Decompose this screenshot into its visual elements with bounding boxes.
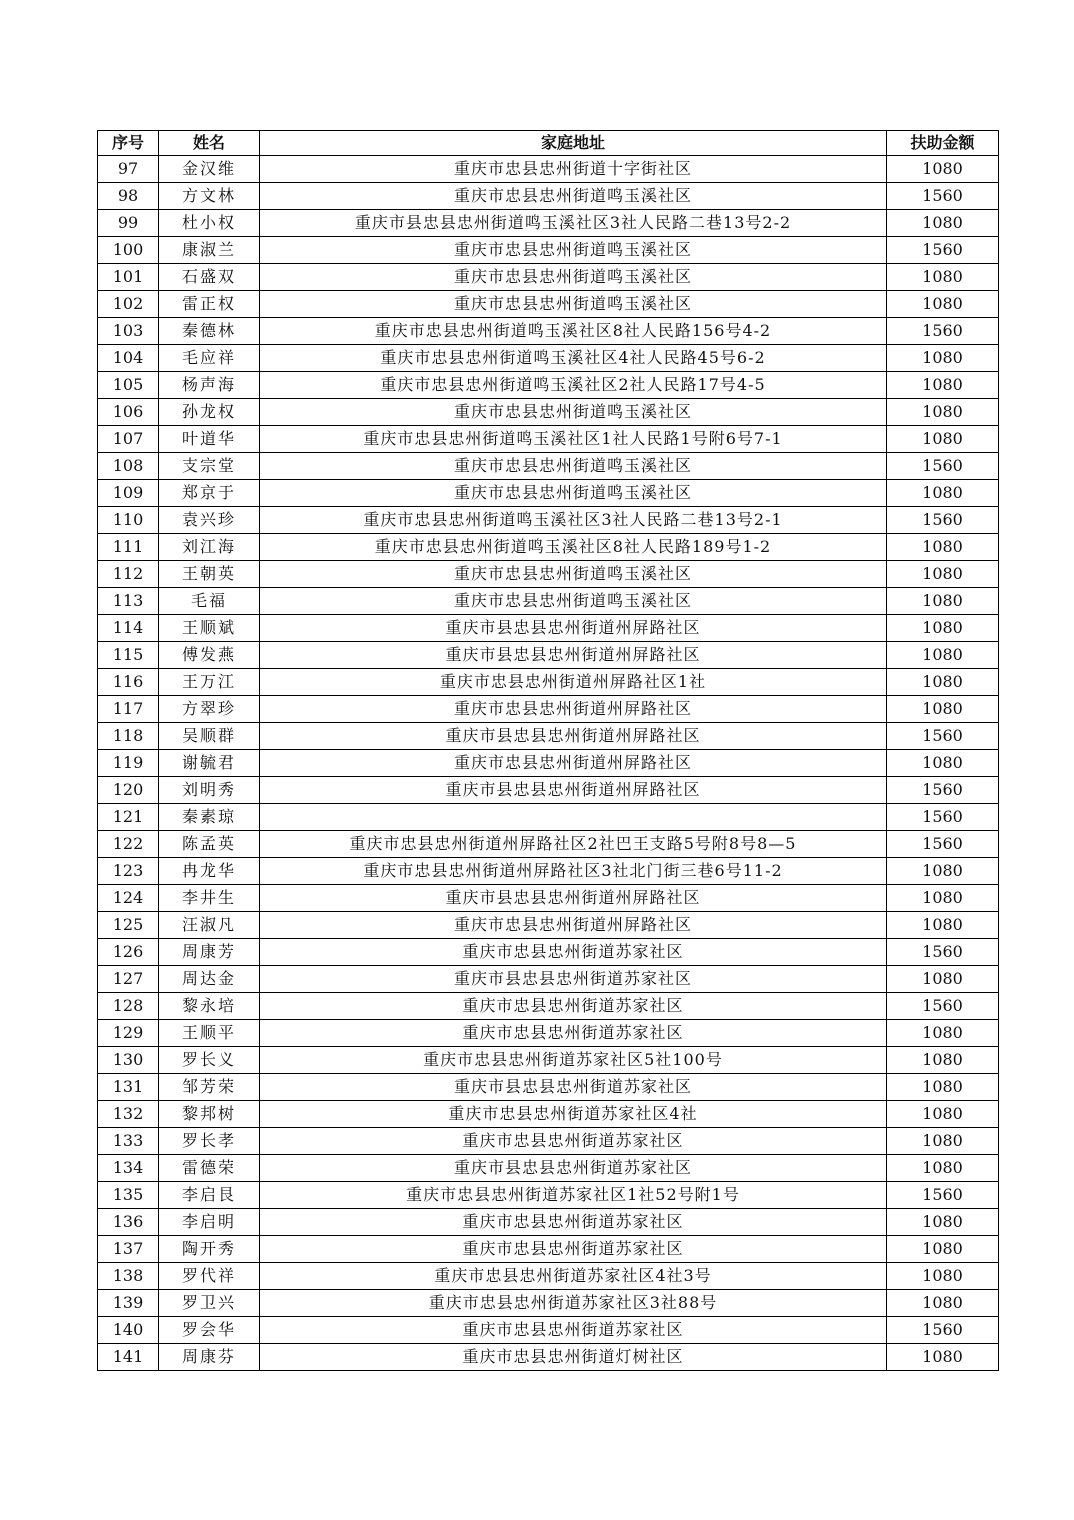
cell-name: 毛应祥 bbox=[159, 345, 260, 372]
cell-name: 雷正权 bbox=[159, 291, 260, 318]
cell-assistance-amount: 1080 bbox=[887, 912, 999, 939]
cell-assistance-amount: 1560 bbox=[887, 1182, 999, 1209]
cell-assistance-amount: 1560 bbox=[887, 804, 999, 831]
cell-home-address: 重庆市县忠县忠州街道苏家社区 bbox=[260, 1155, 887, 1182]
cell-name: 罗卫兴 bbox=[159, 1290, 260, 1317]
cell-home-address: 重庆市忠县忠州街道州屏路社区3社北门街三巷6号11-2 bbox=[260, 858, 887, 885]
table-row bbox=[98, 1182, 999, 1209]
table-row bbox=[98, 966, 999, 993]
cell-serial-number: 128 bbox=[98, 993, 159, 1020]
table-row bbox=[98, 912, 999, 939]
cell-serial-number: 132 bbox=[98, 1101, 159, 1128]
cell-assistance-amount: 1080 bbox=[887, 1209, 999, 1236]
cell-assistance-amount: 1080 bbox=[887, 1128, 999, 1155]
table-row bbox=[98, 264, 999, 291]
cell-home-address: 重庆市忠县忠州街道苏家社区3社88号 bbox=[260, 1290, 887, 1317]
table-body bbox=[98, 156, 999, 1371]
cell-serial-number: 101 bbox=[98, 264, 159, 291]
cell-name: 方翠珍 bbox=[159, 696, 260, 723]
cell-home-address: 重庆市忠县忠州街道鸣玉溪社区 bbox=[260, 561, 887, 588]
cell-assistance-amount: 1080 bbox=[887, 291, 999, 318]
cell-serial-number: 114 bbox=[98, 615, 159, 642]
cell-serial-number: 137 bbox=[98, 1236, 159, 1263]
cell-name: 孙龙权 bbox=[159, 399, 260, 426]
cell-home-address: 重庆市忠县忠州街道鸣玉溪社区3社人民路二巷13号2-1 bbox=[260, 507, 887, 534]
cell-serial-number: 127 bbox=[98, 966, 159, 993]
cell-serial-number: 116 bbox=[98, 669, 159, 696]
cell-serial-number: 113 bbox=[98, 588, 159, 615]
cell-assistance-amount: 1080 bbox=[887, 534, 999, 561]
header-home-address: 家庭地址 bbox=[260, 131, 887, 156]
table-row bbox=[98, 399, 999, 426]
table-row bbox=[98, 453, 999, 480]
cell-name: 王万江 bbox=[159, 669, 260, 696]
cell-assistance-amount: 1080 bbox=[887, 1344, 999, 1371]
cell-name: 李启艮 bbox=[159, 1182, 260, 1209]
cell-serial-number: 136 bbox=[98, 1209, 159, 1236]
table-row bbox=[98, 1209, 999, 1236]
cell-name: 罗长孝 bbox=[159, 1128, 260, 1155]
cell-serial-number: 102 bbox=[98, 291, 159, 318]
cell-home-address: 重庆市忠县忠州街道鸣玉溪社区 bbox=[260, 588, 887, 615]
cell-home-address: 重庆市忠县忠州街道鸣玉溪社区 bbox=[260, 264, 887, 291]
table-row bbox=[98, 1128, 999, 1155]
cell-assistance-amount: 1080 bbox=[887, 669, 999, 696]
cell-home-address: 重庆市县忠县忠州街道州屏路社区 bbox=[260, 723, 887, 750]
cell-name: 郑京于 bbox=[159, 480, 260, 507]
cell-name: 陶开秀 bbox=[159, 1236, 260, 1263]
cell-assistance-amount: 1080 bbox=[887, 399, 999, 426]
cell-home-address: 重庆市忠县忠州街道苏家社区 bbox=[260, 1020, 887, 1047]
cell-name: 罗代祥 bbox=[159, 1263, 260, 1290]
cell-name: 刘江海 bbox=[159, 534, 260, 561]
table-row bbox=[98, 804, 999, 831]
cell-name: 石盛双 bbox=[159, 264, 260, 291]
cell-home-address: 重庆市忠县忠州街道苏家社区 bbox=[260, 1128, 887, 1155]
cell-assistance-amount: 1080 bbox=[887, 1155, 999, 1182]
cell-serial-number: 129 bbox=[98, 1020, 159, 1047]
cell-assistance-amount: 1560 bbox=[887, 777, 999, 804]
table-row bbox=[98, 615, 999, 642]
table-row bbox=[98, 1290, 999, 1317]
cell-serial-number: 110 bbox=[98, 507, 159, 534]
cell-name: 李井生 bbox=[159, 885, 260, 912]
cell-home-address: 重庆市忠县忠州街道鸣玉溪社区8社人民路189号1-2 bbox=[260, 534, 887, 561]
cell-home-address: 重庆市县忠县忠州街道苏家社区 bbox=[260, 1074, 887, 1101]
cell-assistance-amount: 1080 bbox=[887, 615, 999, 642]
table-row bbox=[98, 291, 999, 318]
cell-serial-number: 112 bbox=[98, 561, 159, 588]
cell-home-address: 重庆市忠县忠州街道州屏路社区 bbox=[260, 912, 887, 939]
cell-assistance-amount: 1080 bbox=[887, 1236, 999, 1263]
cell-assistance-amount: 1560 bbox=[887, 507, 999, 534]
cell-name: 黎邦树 bbox=[159, 1101, 260, 1128]
cell-serial-number: 103 bbox=[98, 318, 159, 345]
table-row bbox=[98, 831, 999, 858]
table-row bbox=[98, 642, 999, 669]
cell-serial-number: 105 bbox=[98, 372, 159, 399]
cell-serial-number: 138 bbox=[98, 1263, 159, 1290]
cell-home-address: 重庆市县忠县忠州街道州屏路社区 bbox=[260, 615, 887, 642]
cell-name: 王顺斌 bbox=[159, 615, 260, 642]
cell-assistance-amount: 1080 bbox=[887, 1020, 999, 1047]
cell-serial-number: 111 bbox=[98, 534, 159, 561]
cell-assistance-amount: 1080 bbox=[887, 696, 999, 723]
cell-name: 杜小权 bbox=[159, 210, 260, 237]
cell-name: 雷德荣 bbox=[159, 1155, 260, 1182]
cell-name: 邹芳荣 bbox=[159, 1074, 260, 1101]
cell-assistance-amount: 1560 bbox=[887, 1317, 999, 1344]
cell-serial-number: 124 bbox=[98, 885, 159, 912]
cell-serial-number: 108 bbox=[98, 453, 159, 480]
cell-name: 叶道华 bbox=[159, 426, 260, 453]
cell-home-address: 重庆市忠县忠州街道苏家社区1社52号附1号 bbox=[260, 1182, 887, 1209]
cell-assistance-amount: 1080 bbox=[887, 885, 999, 912]
cell-serial-number: 121 bbox=[98, 804, 159, 831]
cell-assistance-amount: 1080 bbox=[887, 426, 999, 453]
cell-name: 杨声海 bbox=[159, 372, 260, 399]
cell-home-address: 重庆市忠县忠州街道鸣玉溪社区 bbox=[260, 453, 887, 480]
cell-home-address: 重庆市忠县忠州街道鸣玉溪社区2社人民路17号4-5 bbox=[260, 372, 887, 399]
cell-serial-number: 98 bbox=[98, 183, 159, 210]
cell-serial-number: 107 bbox=[98, 426, 159, 453]
header-assistance-amount: 扶助金额 bbox=[887, 131, 999, 156]
cell-home-address: 重庆市县忠县忠州街道州屏路社区 bbox=[260, 642, 887, 669]
cell-name: 金汉维 bbox=[159, 156, 260, 183]
cell-assistance-amount: 1080 bbox=[887, 1047, 999, 1074]
cell-serial-number: 131 bbox=[98, 1074, 159, 1101]
cell-home-address: 重庆市县忠县忠州街道州屏路社区 bbox=[260, 777, 887, 804]
cell-home-address: 重庆市忠县忠州街道苏家社区4社3号 bbox=[260, 1263, 887, 1290]
cell-assistance-amount: 1080 bbox=[887, 480, 999, 507]
cell-serial-number: 119 bbox=[98, 750, 159, 777]
cell-name: 傅发燕 bbox=[159, 642, 260, 669]
cell-name: 刘明秀 bbox=[159, 777, 260, 804]
cell-home-address: 重庆市忠县忠州街道苏家社区 bbox=[260, 1317, 887, 1344]
cell-home-address: 重庆市忠县忠州街道鸣玉溪社区8社人民路156号4-2 bbox=[260, 318, 887, 345]
cell-serial-number: 125 bbox=[98, 912, 159, 939]
table-row bbox=[98, 210, 999, 237]
cell-serial-number: 97 bbox=[98, 156, 159, 183]
table-row bbox=[98, 183, 999, 210]
header-name: 姓名 bbox=[159, 131, 260, 156]
assistance-roster-table bbox=[97, 130, 999, 1371]
cell-name: 周康芳 bbox=[159, 939, 260, 966]
table-row bbox=[98, 426, 999, 453]
table-row bbox=[98, 507, 999, 534]
cell-name: 罗长义 bbox=[159, 1047, 260, 1074]
cell-name: 吴顺群 bbox=[159, 723, 260, 750]
table-row bbox=[98, 1074, 999, 1101]
cell-name: 周康芬 bbox=[159, 1344, 260, 1371]
cell-home-address: 重庆市忠县忠州街道十字街社区 bbox=[260, 156, 887, 183]
table-row bbox=[98, 1317, 999, 1344]
cell-assistance-amount: 1080 bbox=[887, 210, 999, 237]
cell-home-address: 重庆市忠县忠州街道州屏路社区2社巴王支路5号附8号8—5 bbox=[260, 831, 887, 858]
cell-name: 王顺平 bbox=[159, 1020, 260, 1047]
cell-home-address: 重庆市忠县忠州街道鸣玉溪社区 bbox=[260, 480, 887, 507]
table-row bbox=[98, 669, 999, 696]
cell-assistance-amount: 1080 bbox=[887, 642, 999, 669]
cell-serial-number: 117 bbox=[98, 696, 159, 723]
cell-assistance-amount: 1080 bbox=[887, 588, 999, 615]
table-row bbox=[98, 1155, 999, 1182]
table-row bbox=[98, 588, 999, 615]
cell-serial-number: 126 bbox=[98, 939, 159, 966]
table-row bbox=[98, 1020, 999, 1047]
cell-serial-number: 133 bbox=[98, 1128, 159, 1155]
cell-home-address: 重庆市忠县忠州街道鸣玉溪社区 bbox=[260, 237, 887, 264]
cell-name: 毛福 bbox=[159, 588, 260, 615]
cell-assistance-amount: 1080 bbox=[887, 1074, 999, 1101]
cell-home-address: 重庆市忠县忠州街道苏家社区5社100号 bbox=[260, 1047, 887, 1074]
cell-name: 谢毓君 bbox=[159, 750, 260, 777]
cell-assistance-amount: 1560 bbox=[887, 237, 999, 264]
cell-name: 李启明 bbox=[159, 1209, 260, 1236]
cell-name: 汪淑凡 bbox=[159, 912, 260, 939]
cell-home-address: 重庆市忠县忠州街道鸣玉溪社区 bbox=[260, 291, 887, 318]
cell-name: 冉龙华 bbox=[159, 858, 260, 885]
cell-assistance-amount: 1560 bbox=[887, 318, 999, 345]
cell-name: 方文林 bbox=[159, 183, 260, 210]
table-row bbox=[98, 237, 999, 264]
cell-assistance-amount: 1080 bbox=[887, 372, 999, 399]
cell-assistance-amount: 1080 bbox=[887, 966, 999, 993]
cell-assistance-amount: 1080 bbox=[887, 750, 999, 777]
cell-home-address: 重庆市县忠县忠州街道鸣玉溪社区3社人民路二巷13号2-2 bbox=[260, 210, 887, 237]
table-row bbox=[98, 1344, 999, 1371]
cell-home-address: 重庆市忠县忠州街道苏家社区 bbox=[260, 993, 887, 1020]
cell-name: 秦德林 bbox=[159, 318, 260, 345]
cell-serial-number: 106 bbox=[98, 399, 159, 426]
cell-name: 康淑兰 bbox=[159, 237, 260, 264]
cell-home-address: 重庆市县忠县忠州街道州屏路社区 bbox=[260, 885, 887, 912]
cell-home-address bbox=[260, 804, 887, 831]
cell-assistance-amount: 1080 bbox=[887, 1263, 999, 1290]
cell-name: 支宗堂 bbox=[159, 453, 260, 480]
cell-assistance-amount: 1560 bbox=[887, 183, 999, 210]
cell-name: 王朝英 bbox=[159, 561, 260, 588]
table-row bbox=[98, 156, 999, 183]
cell-assistance-amount: 1080 bbox=[887, 1101, 999, 1128]
cell-assistance-amount: 1560 bbox=[887, 993, 999, 1020]
cell-serial-number: 115 bbox=[98, 642, 159, 669]
table-row bbox=[98, 561, 999, 588]
cell-home-address: 重庆市忠县忠州街道州屏路社区 bbox=[260, 750, 887, 777]
cell-assistance-amount: 1560 bbox=[887, 939, 999, 966]
cell-serial-number: 104 bbox=[98, 345, 159, 372]
cell-name: 罗会华 bbox=[159, 1317, 260, 1344]
cell-name: 秦素琼 bbox=[159, 804, 260, 831]
cell-serial-number: 123 bbox=[98, 858, 159, 885]
table-row bbox=[98, 993, 999, 1020]
cell-home-address: 重庆市忠县忠州街道苏家社区 bbox=[260, 939, 887, 966]
cell-name: 袁兴珍 bbox=[159, 507, 260, 534]
cell-serial-number: 141 bbox=[98, 1344, 159, 1371]
cell-home-address: 重庆市忠县忠州街道州屏路社区 bbox=[260, 696, 887, 723]
table-row bbox=[98, 318, 999, 345]
cell-home-address: 重庆市忠县忠州街道鸣玉溪社区1社人民路1号附6号7-1 bbox=[260, 426, 887, 453]
table-row bbox=[98, 345, 999, 372]
cell-assistance-amount: 1080 bbox=[887, 561, 999, 588]
cell-serial-number: 118 bbox=[98, 723, 159, 750]
header-row bbox=[98, 131, 999, 156]
cell-home-address: 重庆市忠县忠州街道鸣玉溪社区4社人民路45号6-2 bbox=[260, 345, 887, 372]
header-serial-number: 序号 bbox=[98, 131, 159, 156]
cell-home-address: 重庆市忠县忠州街道苏家社区 bbox=[260, 1209, 887, 1236]
table-row bbox=[98, 885, 999, 912]
cell-serial-number: 139 bbox=[98, 1290, 159, 1317]
cell-serial-number: 100 bbox=[98, 237, 159, 264]
cell-name: 黎永培 bbox=[159, 993, 260, 1020]
cell-serial-number: 130 bbox=[98, 1047, 159, 1074]
cell-assistance-amount: 1080 bbox=[887, 264, 999, 291]
cell-assistance-amount: 1080 bbox=[887, 858, 999, 885]
cell-serial-number: 120 bbox=[98, 777, 159, 804]
table-row bbox=[98, 750, 999, 777]
table-row bbox=[98, 1047, 999, 1074]
cell-serial-number: 99 bbox=[98, 210, 159, 237]
table-row bbox=[98, 696, 999, 723]
table-row bbox=[98, 939, 999, 966]
cell-home-address: 重庆市忠县忠州街道州屏路社区1社 bbox=[260, 669, 887, 696]
cell-serial-number: 134 bbox=[98, 1155, 159, 1182]
cell-name: 周达金 bbox=[159, 966, 260, 993]
cell-serial-number: 122 bbox=[98, 831, 159, 858]
cell-home-address: 重庆市忠县忠州街道灯树社区 bbox=[260, 1344, 887, 1371]
table-row bbox=[98, 1236, 999, 1263]
cell-home-address: 重庆市忠县忠州街道鸣玉溪社区 bbox=[260, 183, 887, 210]
cell-home-address: 重庆市忠县忠州街道苏家社区 bbox=[260, 1236, 887, 1263]
table-row bbox=[98, 534, 999, 561]
cell-assistance-amount: 1080 bbox=[887, 156, 999, 183]
cell-home-address: 重庆市忠县忠州街道鸣玉溪社区 bbox=[260, 399, 887, 426]
table-row bbox=[98, 777, 999, 804]
table-header bbox=[98, 131, 999, 156]
cell-name: 陈孟英 bbox=[159, 831, 260, 858]
table-row bbox=[98, 1263, 999, 1290]
cell-assistance-amount: 1080 bbox=[887, 1290, 999, 1317]
cell-assistance-amount: 1560 bbox=[887, 723, 999, 750]
cell-serial-number: 140 bbox=[98, 1317, 159, 1344]
cell-serial-number: 109 bbox=[98, 480, 159, 507]
cell-assistance-amount: 1560 bbox=[887, 831, 999, 858]
table-row bbox=[98, 480, 999, 507]
cell-home-address: 重庆市忠县忠州街道苏家社区4社 bbox=[260, 1101, 887, 1128]
table-row bbox=[98, 372, 999, 399]
table-row bbox=[98, 723, 999, 750]
cell-assistance-amount: 1560 bbox=[887, 453, 999, 480]
table-row bbox=[98, 858, 999, 885]
cell-serial-number: 135 bbox=[98, 1182, 159, 1209]
table-row bbox=[98, 1101, 999, 1128]
cell-assistance-amount: 1080 bbox=[887, 345, 999, 372]
cell-home-address: 重庆市县忠县忠州街道苏家社区 bbox=[260, 966, 887, 993]
